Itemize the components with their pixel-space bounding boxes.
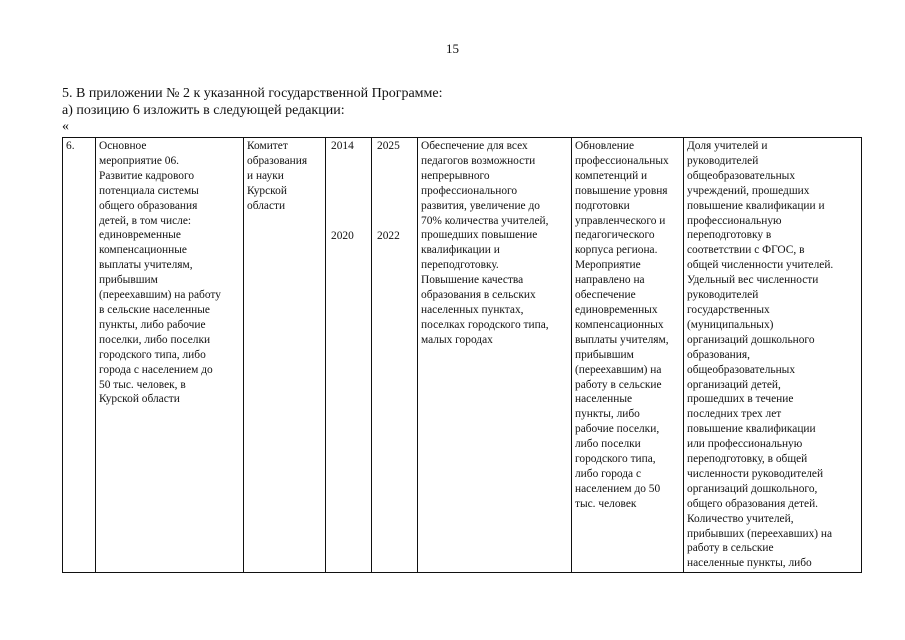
main-directions-line: Мероприятие (575, 259, 641, 272)
indicator-line: организаций детей, (687, 378, 781, 391)
indicator-line: Количество учителей, (687, 512, 794, 525)
main-directions-line: населением до 50 (575, 482, 661, 495)
activity-line: выплаты учителям, (99, 259, 193, 272)
indicator-line: (муниципальных) (687, 318, 774, 331)
indicator-line: руководителей (687, 289, 759, 302)
amendment-intro: 5. В приложении № 2 к указанной государственной Программе: (62, 86, 443, 101)
indicators-cell (684, 138, 862, 573)
page-number: 15 (446, 41, 459, 56)
activity-line: Основное (99, 140, 147, 152)
year-spacer (331, 154, 368, 229)
indicator-line: общей численности учителей. (687, 259, 834, 272)
indicator-line: организаций дошкольного, (687, 482, 818, 495)
expected-result-line: прошедших повышение (421, 229, 538, 242)
program-table (62, 137, 862, 573)
expected-result-line: малых городах (421, 333, 493, 346)
opening-quote-mark: « (62, 119, 69, 134)
indicator-line: Доля учителей и (687, 140, 768, 152)
main-directions-line: профессиональных (575, 154, 669, 167)
main-directions-line: компенсационных (575, 318, 664, 331)
end-year: 2022 (377, 229, 400, 242)
activity-cell (96, 138, 244, 573)
main-directions-line: прибывшим (575, 348, 634, 361)
main-directions-line: либо поселки (575, 438, 641, 451)
indicator-line: населенные пункты, либо (687, 557, 812, 570)
executor-line: Курской (247, 184, 287, 197)
activity-line: мероприятие 06. (99, 154, 179, 167)
indicator-line: профессиональную (687, 214, 782, 227)
main-directions-line: педагогического (575, 229, 655, 242)
year-spacer (377, 154, 414, 229)
indicator-line: учреждений, прошедших (687, 184, 810, 197)
executor-line: области (247, 199, 286, 212)
expected-result-line: образования в сельских (421, 289, 536, 302)
indicator-line: повышение квалификации и (687, 199, 825, 212)
activity-line: (переехавшим) на работу (99, 289, 221, 302)
end-year-cell (372, 138, 418, 573)
indicator-line: или профессиональную (687, 438, 803, 451)
indicator-line: образования, (687, 348, 750, 361)
main-directions-line: (переехавшим) на (575, 363, 662, 376)
main-directions-line: городского типа, (575, 453, 656, 466)
indicator-line: переподготовку, в общей (687, 453, 808, 466)
main-directions-line: повышение уровня (575, 184, 668, 197)
main-directions-line: подготовки (575, 199, 630, 212)
main-directions-line: корпуса региона. (575, 244, 658, 257)
indicator-line: организаций дошкольного (687, 333, 815, 346)
indicator-line: общеобразовательных (687, 363, 796, 376)
indicator-line: соответствии с ФГОС, в (687, 244, 805, 257)
activity-line: общего образования (99, 199, 198, 212)
activity-line: потенциала системы (99, 184, 199, 197)
expected-result-line: поселках городского типа, (421, 318, 549, 331)
table-row (63, 138, 862, 573)
indicator-line: работу в сельские (687, 542, 774, 555)
main-directions-line: населенные (575, 393, 633, 406)
expected-result-cell (418, 138, 572, 573)
expected-result-line: педагогов возможности (421, 154, 536, 167)
main-directions-line: обеспечение (575, 289, 636, 302)
executor-line: и науки (247, 169, 284, 182)
activity-line: пункты, либо рабочие (99, 318, 206, 331)
main-directions-line: рабочие поселки, (575, 423, 660, 436)
expected-result-line: профессионального (421, 184, 518, 197)
indicator-line: общеобразовательных (687, 169, 796, 182)
start-year-cell (326, 138, 372, 573)
row-number: 6. (66, 140, 75, 152)
activity-line: единовременные (99, 229, 181, 242)
executor-line: образования (247, 154, 308, 167)
activity-line: компенсационные (99, 244, 187, 257)
main-directions-line: Обновление (575, 140, 635, 152)
expected-result-line: переподготовку. (421, 259, 499, 272)
main-directions-line: направлено на (575, 274, 645, 287)
indicator-line: повышение квалификации (687, 423, 816, 436)
main-directions-line: либо города с (575, 467, 642, 480)
main-directions-line: единовременных (575, 303, 658, 316)
main-directions-line: управленческого и (575, 214, 666, 227)
activity-line: 50 тыс. человек, в (99, 378, 186, 391)
executor-line: Комитет (247, 140, 288, 152)
executor-cell (244, 138, 326, 573)
expected-result-line: населенных пунктах, (421, 303, 524, 316)
indicator-line: численности руководителей (687, 467, 824, 480)
main-directions-line: тыс. человек (575, 497, 637, 510)
expected-result-line: 70% количества учителей, (421, 214, 549, 227)
main-directions-line: работу в сельские (575, 378, 662, 391)
activity-line: городского типа, либо (99, 348, 206, 361)
indicator-line: руководителей (687, 154, 759, 167)
main-directions-line: компетенций и (575, 169, 648, 182)
expected-result-line: квалификации и (421, 244, 500, 257)
indicator-line: переподготовку в (687, 229, 772, 242)
expected-result-line: развития, увеличение до (421, 199, 540, 212)
expected-result-line: Обеспечение для всех (421, 140, 528, 152)
activity-line: детей, в том числе: (99, 214, 192, 227)
indicator-line: общего образования детей. (687, 497, 819, 510)
row-number-cell (63, 138, 96, 573)
end-year: 2025 (377, 140, 400, 152)
start-year: 2014 (331, 140, 354, 152)
indicator-line: государственных (687, 303, 770, 316)
main-directions-line: пункты, либо (575, 408, 640, 421)
indicator-line: прошедших в течение (687, 393, 794, 406)
activity-line: города с населением до (99, 363, 213, 376)
activity-line: в сельские населенные (99, 303, 210, 316)
indicator-line: Удельный вес численности (687, 274, 819, 287)
activity-line: Курской области (99, 393, 180, 406)
activity-line: прибывшим (99, 274, 158, 287)
main-directions-line: выплаты учителям, (575, 333, 669, 346)
indicator-line: прибывших (переехавших) на (687, 527, 833, 540)
activity-line: Развитие кадрового (99, 169, 195, 182)
start-year: 2020 (331, 229, 354, 242)
expected-result-line: Повышение качества (421, 274, 524, 287)
main-directions-cell (572, 138, 684, 573)
activity-line: поселки, либо поселки (99, 333, 211, 346)
amendment-instruction: а) позицию 6 изложить в следующей редакции: (62, 103, 345, 118)
expected-result-line: непрерывного (421, 169, 490, 182)
indicator-line: последних трех лет (687, 408, 782, 421)
